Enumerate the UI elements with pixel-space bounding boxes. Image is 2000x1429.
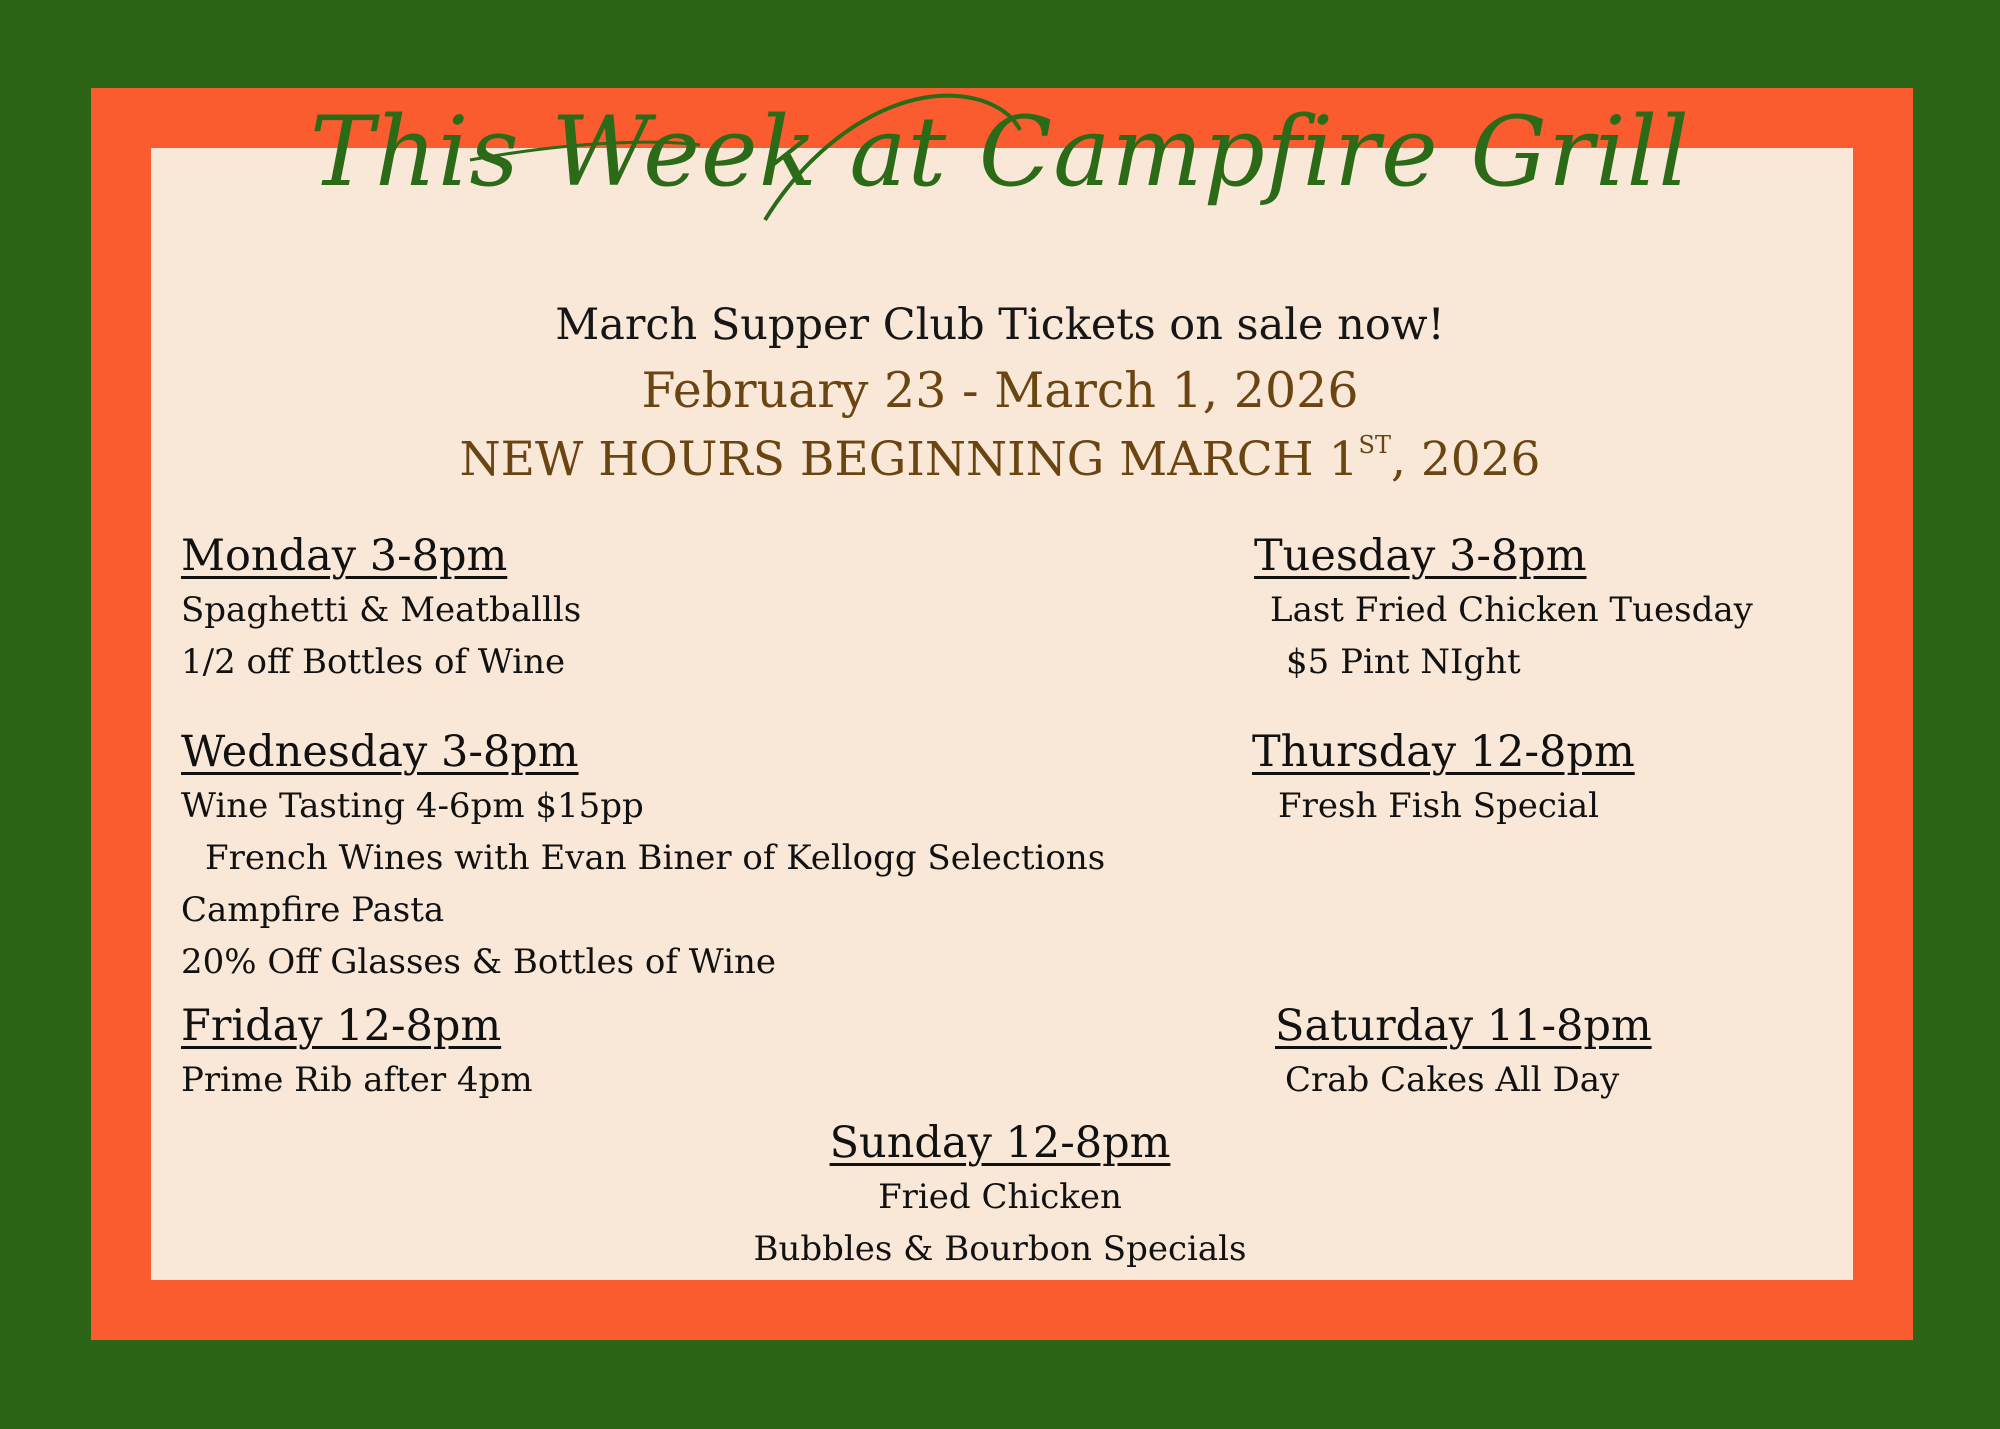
tuesday-item: Last Fried Chicken Tuesday [1270, 590, 1753, 630]
new-hours-ordinal: ST [1358, 431, 1391, 459]
thursday-item: Fresh Fish Special [1278, 786, 1599, 826]
wednesday-block [181, 724, 1105, 988]
sunday-item: Fried Chicken [878, 1177, 1122, 1217]
tuesday-block [1254, 528, 1753, 688]
sunday-block [0, 1115, 2000, 1275]
page-title: This Week at Campfire Grill [309, 96, 1691, 208]
friday-heading: Friday 12-8pm [181, 1001, 502, 1051]
wednesday-item: French Wines with Evan Biner of Kellogg Selections [205, 838, 1106, 878]
monday-block [181, 528, 581, 688]
supper-club-announcement: March Supper Club Tickets on sale now! [555, 300, 1445, 350]
friday-item: Prime Rib after 4pm [181, 1060, 533, 1100]
sunday-heading: Sunday 12-8pm [829, 1118, 1171, 1168]
thursday-heading: Thursday 12-8pm [1252, 727, 1635, 777]
new-hours-notice [0, 432, 2000, 487]
new-hours-year: , 2026 [1390, 432, 1541, 487]
sunday-item: Bubbles & Bourbon Specials [753, 1229, 1247, 1269]
saturday-item: Crab Cakes All Day [1285, 1060, 1620, 1100]
monday-item: Spaghetti & Meatballls [181, 590, 582, 630]
date-range: February 23 - March 1, 2026 [641, 362, 1359, 419]
wednesday-item: 20% Off Glasses & Bottles of Wine [181, 942, 776, 982]
monday-item: 1/2 off Bottles of Wine [181, 642, 566, 682]
wednesday-heading: Wednesday 3-8pm [181, 727, 579, 777]
friday-block [181, 998, 533, 1106]
monday-heading: Monday 3-8pm [181, 531, 508, 581]
saturday-block [1275, 998, 1652, 1106]
thursday-block [1252, 724, 1635, 832]
tuesday-heading: Tuesday 3-8pm [1254, 531, 1587, 581]
wednesday-item: Wine Tasting 4-6pm $15pp [181, 786, 644, 826]
wednesday-item: Campfire Pasta [181, 890, 445, 930]
saturday-heading: Saturday 11-8pm [1275, 1001, 1652, 1051]
tuesday-item: $5 Pint NIght [1286, 642, 1521, 682]
new-hours-prefix: NEW HOURS BEGINNING MARCH 1 [459, 432, 1359, 487]
